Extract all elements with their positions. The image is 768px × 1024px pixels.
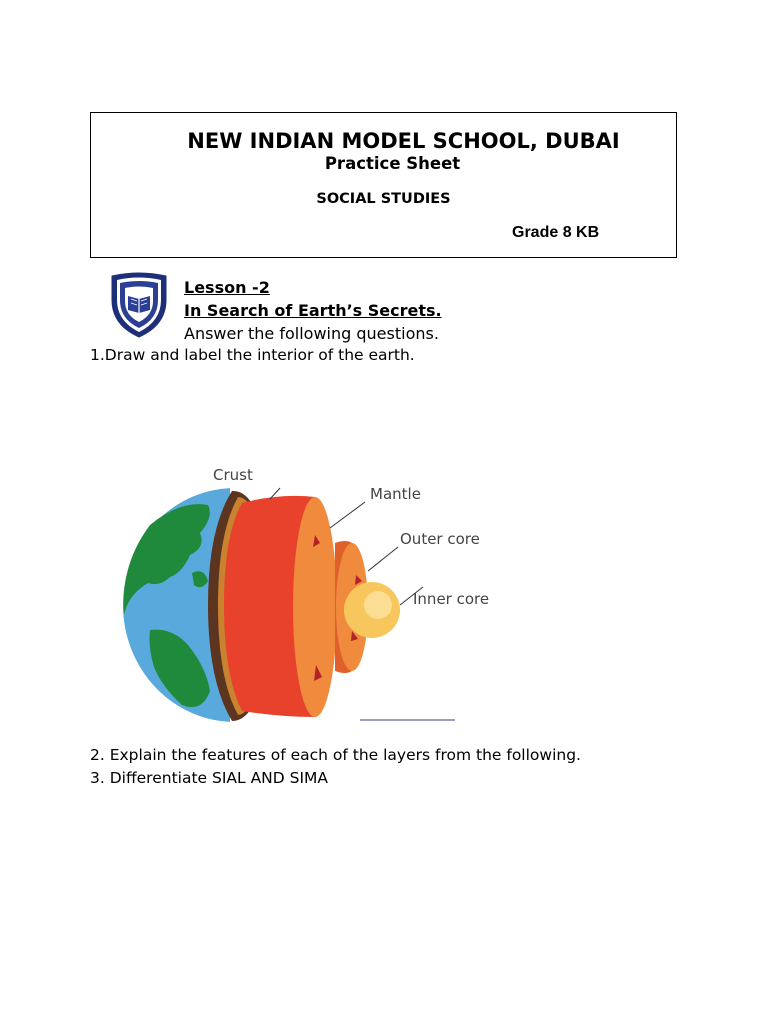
- question-1: 1.Draw and label the interior of the earth.: [90, 346, 415, 364]
- school-name: NEW INDIAN MODEL SCHOOL, DUBAI: [187, 129, 620, 153]
- sheet-title: Practice Sheet: [324, 154, 461, 173]
- header-box: [90, 112, 677, 258]
- lesson-number: Lesson -2: [184, 278, 270, 297]
- question-2: 2. Explain the features of each of the layers from the following.: [90, 746, 581, 764]
- question-3: 3. Differentiate SIAL AND SIMA: [90, 769, 329, 787]
- school-crest-icon: [106, 270, 172, 340]
- lesson-title: In Search of Earth’s Secrets.: [184, 301, 442, 320]
- mantle-label: Mantle: [370, 485, 421, 503]
- inner-core-label: Inner core: [413, 590, 490, 608]
- subject-label: SOCIAL STUDIES: [316, 191, 451, 207]
- crust-label: Crust: [213, 466, 253, 484]
- outer-core-label: Outer core: [400, 530, 480, 548]
- instructions-text: Answer the following questions.: [184, 324, 439, 343]
- earth-interior-diagram: [110, 455, 530, 730]
- grade-label: Grade 8 KB: [512, 224, 600, 241]
